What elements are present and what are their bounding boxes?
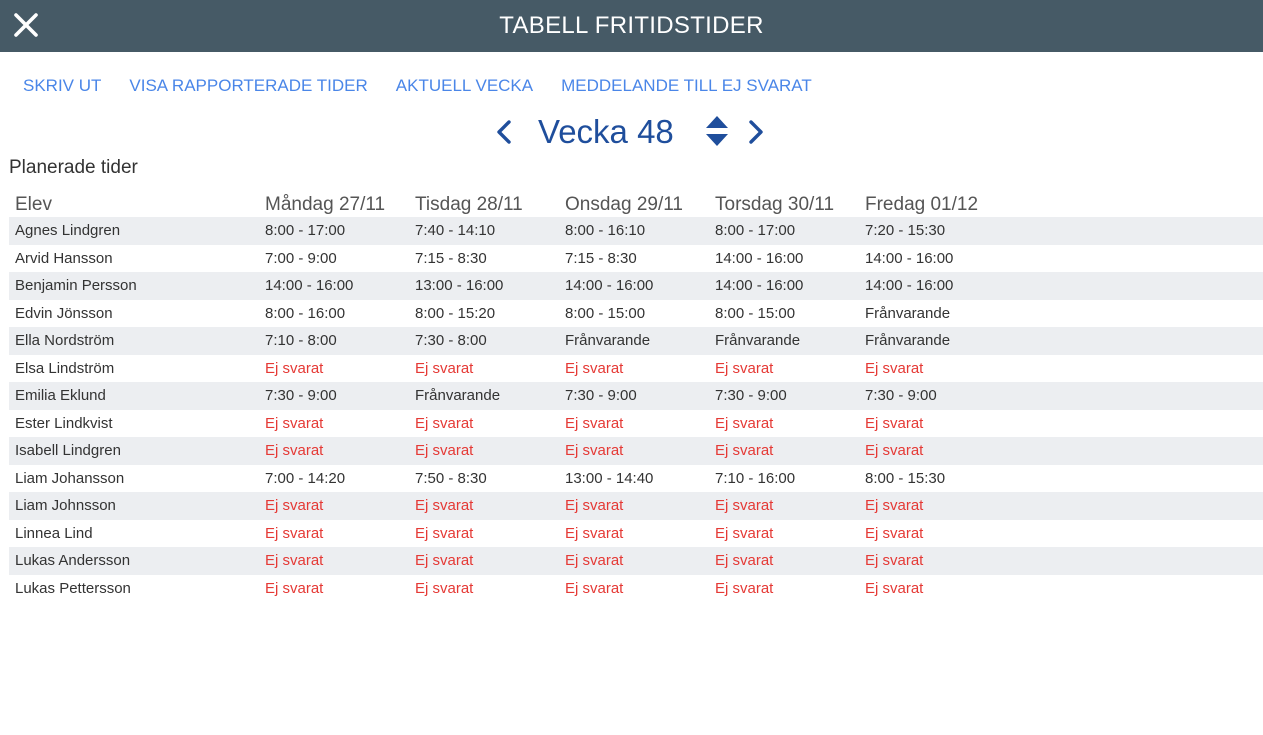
time-cell: Frånvarande (715, 332, 801, 349)
print-link[interactable]: SKRIV UT (23, 76, 102, 95)
title-bar (0, 0, 1263, 52)
table-row (9, 355, 1263, 383)
time-cell: 14:00 - 16:00 (715, 249, 804, 267)
table-row (9, 410, 1263, 438)
time-cell: Ej svarat (865, 442, 924, 459)
time-cell: 13:00 - 16:00 (415, 277, 504, 294)
time-cell: 8:00 - 15:20 (415, 304, 496, 322)
current-week-link[interactable]: AKTUELL VECKA (395, 76, 534, 95)
time-cell: Ej svarat (415, 579, 474, 597)
student-name: Liam Johansson (15, 469, 125, 487)
time-cell: 8:00 - 16:10 (565, 222, 646, 239)
time-cell: Ej svarat (565, 359, 624, 377)
column-header: Tisdag 28/11 (415, 194, 523, 215)
student-name: Benjamin Persson (15, 277, 137, 294)
time-cell: 7:30 - 9:00 (715, 387, 787, 404)
student-name: Lukas Andersson (15, 552, 131, 569)
time-cell: Ej svarat (265, 552, 324, 569)
student-name: Arvid Hansson (15, 249, 113, 267)
column-header: Fredag 01/12 (865, 194, 979, 215)
time-cell: 14:00 - 16:00 (265, 277, 354, 294)
column-header: Elev (15, 194, 52, 215)
time-cell: Ej svarat (565, 442, 624, 459)
time-cell: Ej svarat (715, 414, 774, 432)
time-cell: Ej svarat (415, 359, 474, 377)
table-row (9, 437, 1263, 465)
time-cell: Ej svarat (865, 552, 924, 569)
time-cell: Ej svarat (715, 359, 774, 377)
time-cell: Ej svarat (865, 497, 924, 514)
time-cell: 7:30 - 9:00 (865, 387, 937, 404)
time-cell: Frånvarande (415, 387, 501, 404)
time-cell: Ej svarat (265, 359, 324, 377)
time-cell: 7:15 - 8:30 (415, 249, 487, 267)
time-cell: Frånvarande (565, 332, 651, 349)
chevron-left-icon[interactable] (492, 118, 516, 146)
student-name: Ella Nordström (15, 332, 115, 349)
student-name: Emilia Eklund (15, 387, 106, 404)
time-cell: Ej svarat (415, 524, 474, 542)
table-body (9, 217, 1263, 602)
table-row (9, 575, 1263, 603)
student-name: Lukas Pettersson (15, 579, 131, 597)
table-row (9, 492, 1263, 520)
time-cell: 7:10 - 16:00 (715, 469, 796, 487)
time-cell: Ej svarat (565, 579, 624, 597)
table-header (9, 193, 1263, 217)
student-name: Ester Lindkvist (15, 414, 113, 432)
time-cell: Ej svarat (865, 579, 924, 597)
section-title: Planerade tider (9, 157, 138, 178)
student-name: Elsa Lindström (15, 359, 115, 377)
chevron-right-icon[interactable] (744, 118, 768, 146)
table-row (9, 272, 1263, 300)
time-cell: 8:00 - 15:30 (865, 469, 946, 487)
times-table (9, 193, 1263, 602)
sort-updown-icon[interactable] (704, 114, 730, 148)
time-cell: Ej svarat (565, 497, 624, 514)
time-cell: 8:00 - 16:00 (265, 304, 346, 322)
page-title: TABELL FRITIDSTIDER (499, 12, 764, 39)
table-row (9, 245, 1263, 273)
time-cell: 14:00 - 16:00 (715, 277, 804, 294)
time-cell: 7:15 - 8:30 (565, 249, 637, 267)
time-cell: Frånvarande (865, 304, 951, 322)
column-header: Onsdag 29/11 (565, 194, 683, 215)
table-row (9, 327, 1263, 355)
time-cell: 7:50 - 8:30 (415, 469, 487, 487)
table-row (9, 382, 1263, 410)
time-cell: Ej svarat (265, 579, 324, 597)
time-cell: 13:00 - 14:40 (565, 469, 654, 487)
time-cell: 8:00 - 15:00 (715, 304, 796, 322)
time-cell: Ej svarat (715, 552, 774, 569)
time-cell: Ej svarat (265, 414, 324, 432)
table-row (9, 547, 1263, 575)
week-navigator (488, 110, 778, 154)
time-cell: Ej svarat (565, 524, 624, 542)
time-cell: Ej svarat (415, 552, 474, 569)
time-cell: 7:10 - 8:00 (265, 332, 337, 349)
time-cell: 14:00 - 16:00 (865, 249, 954, 267)
time-cell: Frånvarande (865, 332, 951, 349)
time-cell: Ej svarat (415, 414, 474, 432)
time-cell: Ej svarat (715, 442, 774, 459)
table-row (9, 217, 1263, 245)
time-cell: 7:40 - 14:10 (415, 222, 496, 239)
message-unanswered-link[interactable]: MEDDELANDE TILL EJ SVARAT (561, 76, 812, 95)
column-header: Måndag 27/11 (265, 194, 386, 215)
time-cell: 14:00 - 16:00 (865, 277, 954, 294)
table-row (9, 300, 1263, 328)
time-cell: Ej svarat (715, 497, 774, 514)
column-header: Torsdag 30/11 (715, 194, 835, 215)
student-name: Linnea Lind (15, 524, 93, 542)
table-row (9, 465, 1263, 493)
time-cell: 8:00 - 17:00 (715, 222, 796, 239)
table-row (9, 520, 1263, 548)
time-cell: Ej svarat (265, 442, 324, 459)
time-cell: 7:20 - 15:30 (865, 222, 946, 239)
time-cell: Ej svarat (415, 442, 474, 459)
time-cell: Ej svarat (715, 524, 774, 542)
time-cell: 8:00 - 15:00 (565, 304, 646, 322)
time-cell: Ej svarat (865, 414, 924, 432)
student-name: Isabell Lindgren (15, 442, 121, 459)
time-cell: 7:30 - 9:00 (265, 387, 337, 404)
toolbar (23, 76, 840, 96)
time-cell: 7:00 - 14:20 (265, 469, 346, 487)
student-name: Liam Johnsson (15, 497, 116, 514)
time-cell: 7:00 - 9:00 (265, 249, 337, 267)
time-cell: Ej svarat (565, 414, 624, 432)
time-cell: Ej svarat (715, 579, 774, 597)
time-cell: Ej svarat (865, 359, 924, 377)
time-cell: Ej svarat (265, 497, 324, 514)
time-cell: Ej svarat (865, 524, 924, 542)
student-name: Edvin Jönsson (15, 304, 113, 322)
week-label: Vecka 48 (538, 113, 674, 150)
time-cell: Ej svarat (415, 497, 474, 514)
time-cell: 7:30 - 8:00 (415, 332, 487, 349)
close-icon[interactable] (12, 11, 40, 39)
time-cell: 8:00 - 17:00 (265, 222, 346, 239)
time-cell: Ej svarat (265, 524, 324, 542)
time-cell: Ej svarat (565, 552, 624, 569)
time-cell: 14:00 - 16:00 (565, 277, 654, 294)
show-reported-times-link[interactable]: VISA RAPPORTERADE TIDER (129, 76, 368, 95)
time-cell: 7:30 - 9:00 (565, 387, 637, 404)
student-name: Agnes Lindgren (15, 222, 121, 239)
